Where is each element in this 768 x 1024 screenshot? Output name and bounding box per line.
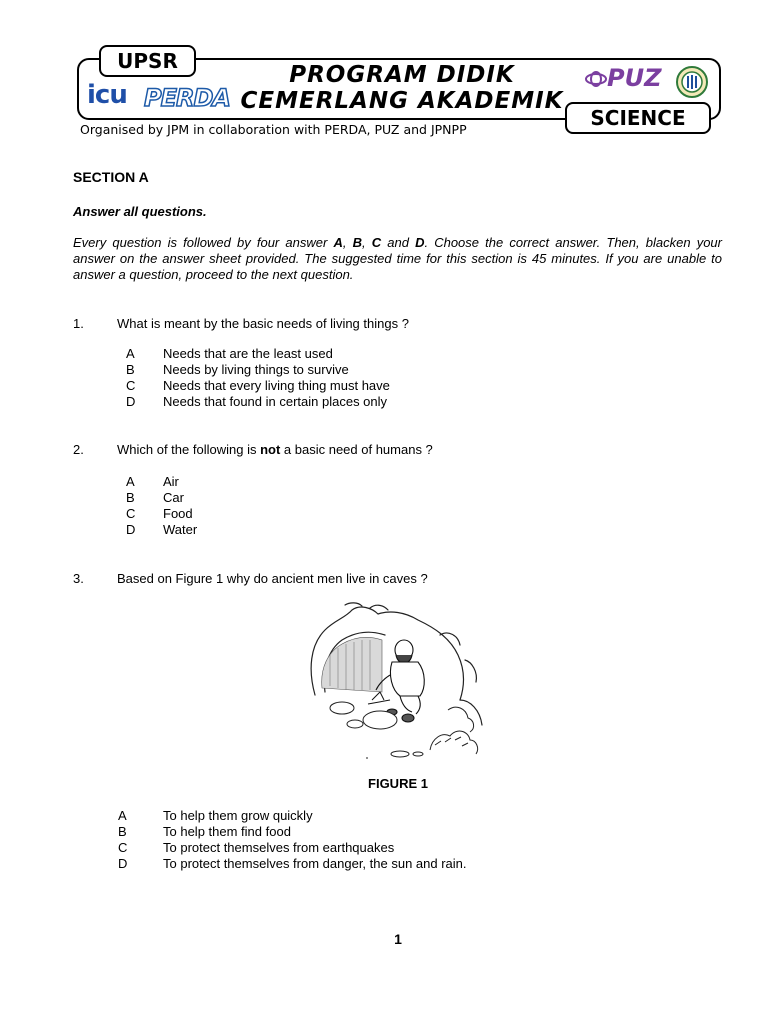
- q1-option-d-text: Needs that found in certain places only: [163, 394, 388, 409]
- jpnpp-seal-icon: [676, 66, 708, 98]
- puz-flower-icon: [585, 71, 607, 87]
- q1-option-a-letter: A: [126, 346, 135, 361]
- q2-option-d-text: Water: [163, 522, 198, 537]
- puz-logo-text: PUZ: [607, 64, 662, 92]
- instr-d: D: [415, 235, 425, 250]
- perda-logo: [144, 84, 230, 112]
- icu-logo: [87, 80, 127, 110]
- q1-option-c-letter: C: [126, 378, 136, 393]
- instr-b: B: [352, 235, 362, 250]
- q3-option-d-letter: D: [118, 856, 128, 871]
- figure-1-caption: FIGURE 1: [368, 776, 428, 791]
- q3-option-a-text: To help them grow quickly: [163, 808, 313, 823]
- q2-option-c-text: Food: [163, 506, 193, 521]
- q1-option-b-letter: B: [126, 362, 135, 377]
- subject-tag: SCIENCE: [565, 102, 711, 134]
- question-2-number: 2.: [73, 442, 84, 457]
- q3-option-b-text: To help them find food: [163, 824, 291, 839]
- instr-a: A: [333, 235, 343, 250]
- q2-text-pre: Which of the following is: [117, 442, 261, 457]
- exam-tag: UPSR: [99, 45, 196, 77]
- q1-option-a-text: Needs that are the least used: [163, 346, 333, 361]
- q2-option-c-letter: C: [126, 506, 136, 521]
- icu-logo-text: icu: [87, 80, 127, 110]
- q2-option-b-letter: B: [126, 490, 135, 505]
- instr-and: and: [381, 235, 416, 250]
- q3-option-c-text: To protect themselves from earthquakes: [163, 840, 395, 855]
- q1-option-c-text: Needs that every living thing must have: [163, 378, 390, 393]
- perda-logo-text: PERDA: [144, 84, 230, 112]
- q2-text-bold: not: [260, 442, 281, 457]
- program-title: [232, 62, 572, 114]
- question-3-number: 3.: [73, 571, 84, 586]
- q3-option-d-text: To protect themselves from danger, the sun and rain.: [163, 856, 467, 871]
- q3-option-a-letter: A: [118, 808, 127, 823]
- puz-logo: [585, 64, 661, 92]
- page-number: 1: [394, 931, 402, 947]
- q2-option-a-text: Air: [163, 474, 179, 489]
- answer-all-instruction: Answer all questions.: [73, 204, 207, 219]
- question-2-text: [117, 442, 433, 457]
- program-title-line2: CEMERLANG AKADEMIK: [240, 88, 564, 114]
- q1-option-b-text: Needs by living things to survive: [163, 362, 349, 377]
- q2-option-a-letter: A: [126, 474, 135, 489]
- instr-comma2: ,: [361, 235, 372, 250]
- q2-option-d-letter: D: [126, 522, 136, 537]
- q2-text-post: a basic need of humans ?: [280, 442, 433, 457]
- instr-part1: Every question is followed by four answer: [73, 235, 334, 250]
- instr-part2: . Choose the correct answer. Then, blacken your answer on the answer sheet provided. The suggested time for this section is 45 minutes. If you are unable to answer a question, proceed to the next question.: [73, 235, 722, 282]
- q2-option-b-text: Car: [163, 490, 184, 505]
- program-title-line1: PROGRAM DIDIK: [289, 62, 515, 88]
- question-3-text: Based on Figure 1 why do ancient men live in caves ?: [117, 571, 428, 586]
- figure-1-caveman-illustration: [300, 600, 490, 770]
- question-1-number: 1.: [73, 316, 84, 331]
- q3-option-b-letter: B: [118, 824, 127, 839]
- instr-comma1: ,: [342, 235, 353, 250]
- instructions-paragraph: [73, 235, 722, 283]
- question-1-text: What is meant by the basic needs of living things ?: [117, 316, 409, 331]
- instr-c: C: [371, 235, 382, 250]
- q1-option-d-letter: D: [126, 394, 136, 409]
- q3-option-c-letter: C: [118, 840, 128, 855]
- organised-by: Organised by JPM in collaboration with PERDA, PUZ and JPNPP: [80, 122, 467, 137]
- section-title: SECTION A: [73, 169, 149, 185]
